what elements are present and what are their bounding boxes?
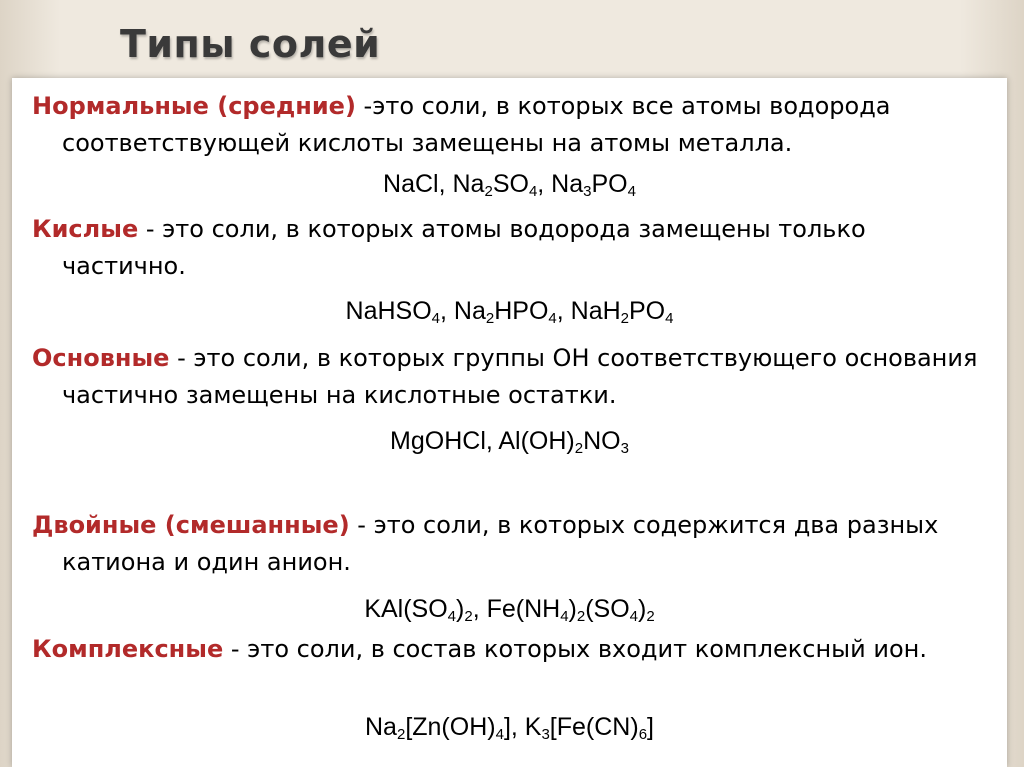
formula-subscript: 4: [548, 310, 557, 327]
formula-segment: , Fe(NH: [472, 595, 561, 623]
definition-text-acidic: - это соли, в которых атомы водорода замещены только частично.: [62, 215, 866, 280]
formula-subscript: 3: [541, 726, 550, 743]
formula-segment: SO: [492, 170, 529, 198]
formula-subscript: 2: [620, 310, 629, 327]
term-double: Двойные (смешанные): [32, 511, 350, 539]
formula-segment: PO: [591, 170, 628, 198]
formula-subscript: 4: [665, 310, 674, 327]
formula-segment: ]: [647, 713, 654, 741]
formula-segment: , Na: [537, 170, 584, 198]
slide-title: Типы солей: [120, 22, 381, 66]
formula-subscript: 2: [576, 608, 586, 625]
term-normal: Нормальные (средние): [32, 92, 356, 120]
formula-subscript: 4: [495, 726, 504, 743]
formula-segment: ], K: [503, 713, 542, 741]
formula-segment: NO: [583, 427, 621, 455]
definition-text-complex: - это соли, в состав которых входит комплексный ион.: [223, 635, 927, 663]
formula-segment: [Zn(OH): [405, 713, 496, 741]
formula-segment: MgOHCl, Al(OH): [390, 427, 575, 455]
definition-text-double: - это соли, в которых содержится два разных катиона и один анион.: [62, 511, 939, 576]
formula-segment: NaCl, Na: [383, 170, 485, 198]
definition-acidic: [32, 211, 997, 285]
formula-segment: KAl(SO: [364, 595, 448, 623]
formula-complex: [12, 710, 1007, 744]
term-complex: Комплексные: [32, 635, 224, 663]
formula-segment: ): [638, 595, 647, 623]
formula-subscript: 6: [638, 726, 648, 743]
formula-segment: ): [568, 595, 577, 623]
definition-text-basic: - это соли, в которых группы ОН соответствующего основания частично замещены на кислотные остатки.: [62, 344, 978, 409]
formula-segment: Na: [365, 713, 397, 741]
formula-normal: [12, 167, 1007, 201]
formula-segment: (SO: [585, 595, 630, 623]
term-acidic: Кислые: [32, 215, 139, 243]
formula-subscript: 2: [396, 726, 406, 743]
formula-subscript: 2: [646, 608, 655, 625]
formula-segment: [Fe(CN): [549, 713, 639, 741]
formula-basic: [12, 424, 1007, 458]
formula-subscript: 3: [620, 440, 629, 457]
definition-complex: [32, 631, 997, 668]
term-basic: Основные: [32, 344, 170, 372]
formula-subscript: 4: [528, 183, 538, 200]
formula-double: [12, 592, 1007, 626]
formula-segment: ): [456, 595, 465, 623]
formula-subscript: 4: [431, 310, 441, 327]
formula-subscript: 2: [574, 440, 584, 457]
formula-subscript: 2: [464, 608, 473, 625]
formula-segment: , NaH: [556, 297, 621, 325]
formula-subscript: 2: [484, 183, 493, 200]
definition-basic: [32, 340, 997, 414]
definition-normal: [32, 88, 997, 162]
definition-text-normal: -это соли, в которых все атомы водорода соответствующей кислоты замещены на атомы металла.: [62, 92, 891, 157]
formula-subscript: 3: [583, 183, 592, 200]
formula-subscript: 2: [485, 310, 495, 327]
formula-subscript: 4: [447, 608, 457, 625]
definition-double: [32, 507, 997, 581]
formula-segment: PO: [629, 297, 666, 325]
formula-acidic: [12, 294, 1007, 328]
formula-segment: NaHSO: [345, 297, 432, 325]
content-panel: [12, 78, 1007, 767]
formula-segment: , Na: [440, 297, 486, 325]
formula-segment: HPO: [494, 297, 549, 325]
formula-subscript: 4: [629, 608, 638, 625]
formula-subscript: 4: [560, 608, 569, 625]
formula-subscript: 4: [627, 183, 636, 200]
